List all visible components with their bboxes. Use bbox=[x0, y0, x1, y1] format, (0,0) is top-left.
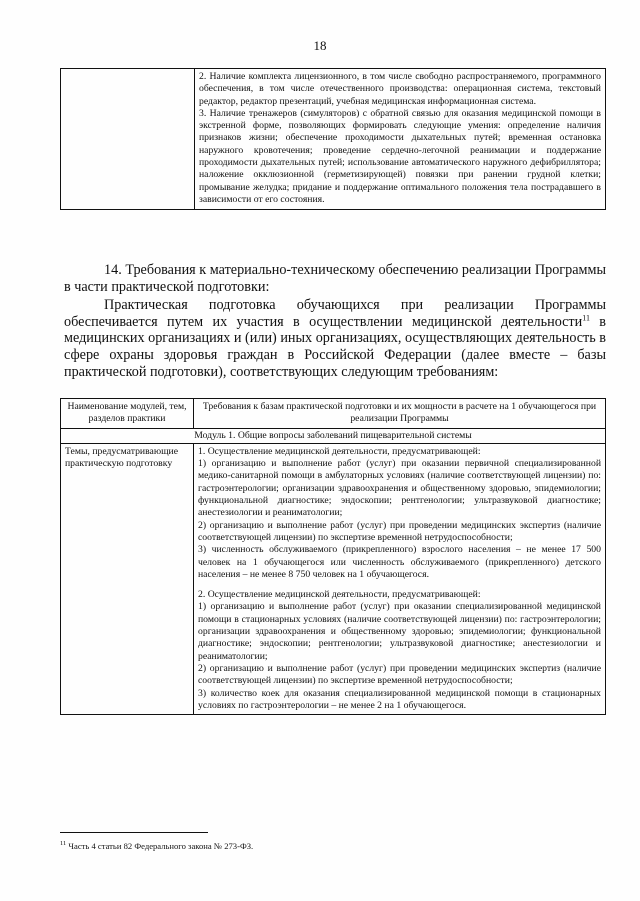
block2-title: 2. Осуществление медицинской деятельности, предусматривающей: bbox=[198, 589, 481, 601]
module-row bbox=[61, 428, 606, 443]
paragraph-start: Практическая подготовка обучающихся при реализации Программы обеспечивается путем их участия в осуществлении медицинской деятельности bbox=[64, 297, 606, 330]
page-number: 18 bbox=[313, 38, 327, 53]
requirement-item-2: 2. Наличие комплекта лицензионного, в том числе свободно распространяемого, программного обеспечения, в том числе отечественного производства: операционная система, текстовый редактор, редактор презентаций, учебная медицинская информационная система. bbox=[199, 71, 601, 107]
continued-requirements-table bbox=[60, 68, 606, 210]
practical-training-table bbox=[60, 398, 606, 715]
paragraph-end: в медицинских организациях и (или) иных организациях, осуществляющих деятельность в сфере охраны здоровья граждан в Российской Федерации (далее вместе – базы практической подготовки), соответствующих следующим требованиям: bbox=[64, 313, 606, 380]
empty-cell bbox=[61, 69, 195, 210]
section-14 bbox=[64, 262, 606, 380]
requirement-item-3: 3. Наличие тренажеров (симуляторов) с обратной связью для оказания медицинской помощи в экстренной форме, позволяющих формировать следующие умения: определение наличия признаков жизни; обеспечение проходимости дыхательных путей; временная остановка наружного кровотечения; проведение сердечно-легочной реанимации и поддержание проходимости дыхательных путей; использование автоматического наружного дефибриллятора; наложение окклюзионной (герметизирующей) повязки при ранении грудной клетки; промывание желудка; придание и поддержание оптимального положения тела пострадавшего в зависимости от его состояния. bbox=[199, 107, 601, 205]
block2-item-1: 1) организацию и выполнение работ (услуг) при оказании специализированной медицинской помощи в стационарных условиях (наличие соответствующей лицензии) по: гастроэнтерологии; организации здравоохранения и общественному здоровью; эпидемиологии; функциональной диагностике; эндоскопии; рентгенологии; ультразвуковой диагностике; анестезиологии и реаниматологии; bbox=[198, 601, 601, 662]
footnote-text: Часть 4 статьи 82 Федерального закона № 273-ФЗ. bbox=[66, 840, 254, 851]
section-heading: 14. Требования к материально-техническому обеспечению реализации Программы в части практической подготовки: bbox=[64, 262, 606, 295]
footnote-divider bbox=[60, 832, 208, 833]
requirements-cell bbox=[194, 443, 606, 714]
block2-item-2: 2) организацию и выполнение работ (услуг) при проведении медицинских экспертиз (наличие соответствующей лицензии) по экспертизе временной нетрудоспособности; bbox=[198, 662, 601, 687]
module-title: Модуль 1. Общие вопросы заболеваний пищеварительной системы bbox=[61, 428, 606, 443]
block-separator bbox=[198, 581, 601, 589]
table-header-row bbox=[61, 399, 606, 429]
footnote bbox=[60, 840, 606, 851]
table-row bbox=[61, 443, 606, 714]
footnote-number: 11 bbox=[60, 840, 67, 847]
row-label: Темы, предусматривающие практическую подготовку bbox=[61, 443, 194, 714]
requirements-cell bbox=[195, 69, 606, 210]
section-paragraph bbox=[64, 297, 606, 380]
block1-item-3: 3) численность обслуживаемого (прикрепленного) взрослого населения – не менее 17 500 человек на 1 обучающегося или численность обслуживаемого (прикрепленного) детского населения – не менее 8 750 человек на 1 обучающегося. bbox=[198, 544, 601, 580]
block1-item-1: 1) организацию и выполнение работ (услуг) при оказании первичной специализированной медико-санитарной помощи в амбулаторных условиях (наличие соответствующей лицензии) по: гастроэнтерологии; организации здравоохранения и общественному здоровью, эпидемиологии; функциональной диагностике; эндоскопии; рентгенологии; ультразвуковой диагностике; анестезиологии и реаниматологии; bbox=[198, 458, 601, 519]
block1-item-2: 2) организацию и выполнение работ (услуг) при проведении медицинских экспертиз (наличие соответствующей лицензии) по экспертизе временной нетрудоспособности; bbox=[198, 519, 601, 543]
header-col-requirements: Требования к базам практической подготовки и их мощности в расчете на 1 обучающегося при реализации Программы bbox=[194, 399, 606, 429]
table-row bbox=[61, 69, 606, 210]
block2-item-3: 3) количество коек для оказания специализированной медицинской помощи в стационарных условиях по гастроэнтерологии – не менее 2 на 1 обучающегося. bbox=[198, 687, 601, 711]
footnote-reference: 11 bbox=[582, 313, 590, 323]
header-col-modules: Наименование модулей, тем, разделов практики bbox=[61, 399, 194, 429]
block1-title: 1. Осуществление медицинской деятельности, предусматривающей: bbox=[198, 445, 481, 457]
